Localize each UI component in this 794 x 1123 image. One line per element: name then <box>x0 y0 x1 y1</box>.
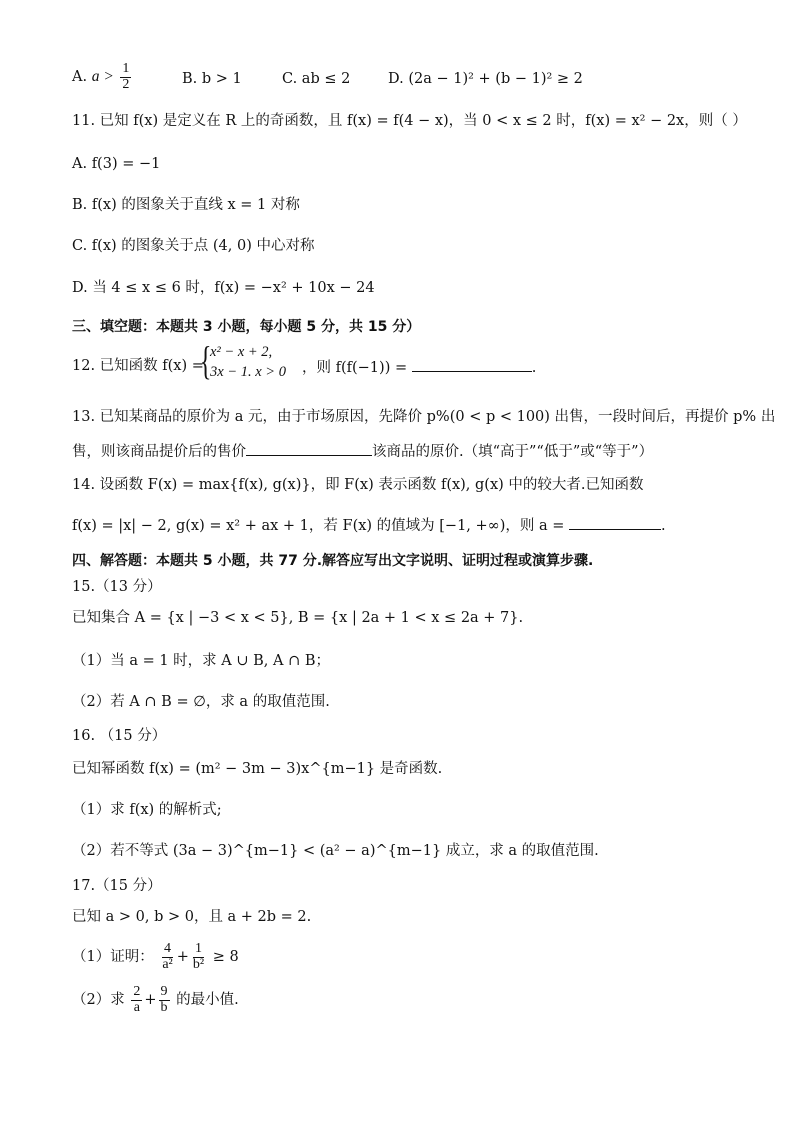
q17-part1-f1-num: 4 <box>164 941 172 956</box>
q13-line1: 13. 已知某商品的原价为 a 元，由于市场原因，先降价 p%(0 < p < 100) 出售，一段时间后，再提价 p% 出 <box>72 409 776 425</box>
q11-option-d: D. 当 4 ≤ x ≤ 6 时，f(x) = −x² + 10x − 24 <box>72 280 375 296</box>
q17-part2-suffix: 的最小值. <box>176 992 239 1009</box>
q10-option-a-label: A. <box>72 69 88 86</box>
q17-part1-f1-den: a² <box>162 956 173 972</box>
q10-option-a-num: 1 <box>122 61 130 76</box>
q15-part1: （1）当 a = 1 时，求 A ∪ B, A ∩ B； <box>72 653 330 669</box>
q14-answer-blank[interactable] <box>569 515 661 530</box>
q17-part2-prefix: （2）求 <box>72 992 125 1009</box>
q17-part2-f2-num: 9 <box>160 984 168 999</box>
q14-line2 <box>72 515 734 537</box>
q10-option-a-den: 2 <box>122 76 130 92</box>
q10-option-a-fraction <box>120 62 131 92</box>
q12-suffix: ，则 f(f(−1)) = <box>302 360 408 376</box>
q12-answer-blank[interactable] <box>412 357 532 372</box>
q17-part2 <box>72 985 734 1015</box>
q17-part2-fraction2 <box>159 985 170 1015</box>
q12-piece2: 3x − 1. x > 0 <box>210 363 286 380</box>
q13-line2 <box>72 441 734 463</box>
q15-header: 15.（13 分） <box>72 579 162 595</box>
q11-option-a: A. f(3) = −1 <box>72 156 161 172</box>
q12 <box>72 338 734 389</box>
q17-part2-plus: + <box>144 992 157 1009</box>
q10-option-b: B. b > 1 <box>182 71 242 87</box>
q10-option-d: D. (2a − 1)² + (b − 1)² ≥ 2 <box>388 71 583 87</box>
q15-part2: （2）若 A ∩ B = ∅，求 a 的取值范围. <box>72 694 330 710</box>
q14-line2-prefix: f(x) = |x| − 2, g(x) = x² + ax + 1，若 F(x) 的值域为 [−1, +∞)，则 a = <box>72 518 565 534</box>
q17-part1-fraction1 <box>160 942 174 972</box>
q17-stem: 已知 a > 0, b > 0，且 a + 2b = 2. <box>72 909 312 925</box>
q10-option-c: C. ab ≤ 2 <box>282 71 351 87</box>
q11-stem: 11. 已知 f(x) 是定义在 R 上的奇函数，且 f(x) = f(4 − x)，当 0 < x ≤ 2 时，f(x) = x² − 2x，则（ ） <box>72 113 747 129</box>
q12-prefix: 12. 已知函数 f(x) = <box>72 358 204 374</box>
q17-header: 17.（15 分） <box>72 878 162 894</box>
q16-header: 16. （15 分） <box>72 728 167 744</box>
q16-part1: （1）求 f(x) 的解析式; <box>72 802 222 818</box>
q17-part1-suffix: ≥ 8 <box>212 949 239 966</box>
q17-part1-f2-num: 1 <box>195 941 203 956</box>
q17-part1-plus: + <box>176 949 189 966</box>
q17-part2-fraction1 <box>131 985 142 1015</box>
q17-part1-fraction2 <box>191 942 206 972</box>
q16-part2: （2）若不等式 (3a − 3)^{m−1} < (a² − a)^{m−1} 成立，求 a 的取值范围. <box>72 843 599 859</box>
q16-stem: 已知幂函数 f(x) = (m² − 3m − 3)x^{m−1} 是奇函数. <box>72 761 443 777</box>
q17-part2-f2-den: b <box>160 999 168 1015</box>
q17-part2-f1-num: 2 <box>133 984 141 999</box>
q13-line2-suffix: 该商品的原价.（填“高于”“低于”或“等于”） <box>372 444 654 460</box>
q14-line2-suffix: . <box>661 518 666 534</box>
q12-piece1: x² − x + 2, <box>210 344 273 360</box>
q11-option-c: C. f(x) 的图象关于点 (4, 0) 中心对称 <box>72 238 315 254</box>
q13-line2-prefix: 售，则该商品提价后的售价 <box>72 444 246 460</box>
q10-option-a-lhs: a > <box>91 68 114 86</box>
q17-part1-prefix: （1）证明： <box>72 949 154 966</box>
section4-title: 四、解答题：本题共 5 小题，共 77 分.解答应写出文字说明、证明过程或演算步骤. <box>72 553 594 569</box>
q10-option-a <box>72 62 133 92</box>
q14-line1: 14. 设函数 F(x) = max{f(x), g(x)}，即 F(x) 表示函数 f(x), g(x) 中的较大者.已知函数 <box>72 477 644 493</box>
section3-title: 三、填空题：本题共 3 小题，每小题 5 分，共 15 分） <box>72 319 421 335</box>
q17-part1-f2-den: b² <box>192 956 205 972</box>
q12-equation-tail <box>302 357 536 379</box>
q17-part2-f1-den: a <box>133 999 140 1015</box>
q13-answer-blank[interactable] <box>246 441 372 456</box>
q12-brace: { <box>199 338 212 383</box>
q17-part1 <box>72 942 734 972</box>
q12-piecewise <box>210 343 286 382</box>
q11-option-b: B. f(x) 的图象关于直线 x = 1 对称 <box>72 197 300 213</box>
q15-stem: 已知集合 A = {x | −3 < x < 5}, B = {x | 2a + 1 < x ≤ 2a + 7}. <box>72 610 524 626</box>
q12-end: . <box>531 360 537 376</box>
